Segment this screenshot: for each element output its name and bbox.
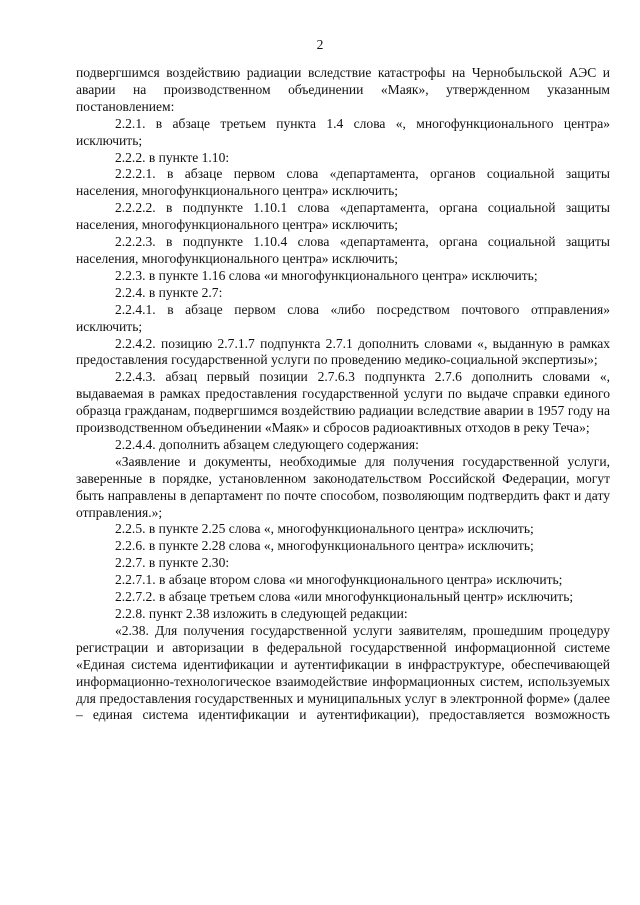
document-body — [76, 65, 610, 724]
paragraph-2-2-4-3: 2.2.4.3. абзац первый позиции 2.7.6.3 подпункта 2.7.6 дополнить словами «, выдаваемая в рамках предоставления государственной услуги по выдаче справки единого образца гражданам, подвергшимся воздействию радиации вследствие аварии в 1957 году на производственном объединении «Маяк» и сбросов радиоактивных отходов в реку Теча»; — [76, 369, 610, 436]
paragraph-2-2-2-3: 2.2.2.3. в подпункте 1.10.4 слова «департамента, органа социальной защиты населения, многофункционального центра» исключить; — [76, 234, 610, 266]
paragraph-2-2-7-2: 2.2.7.2. в абзаце третьем слова «или многофункциональный центр» исключить; — [115, 589, 574, 605]
paragraph-2-2-8: 2.2.8. пункт 2.38 изложить в следующей редакции: — [115, 606, 408, 621]
paragraph-2-2-4-1: 2.2.4.1. в абзаце первом слова «либо посредством почтового отправления» исключить; — [76, 301, 610, 334]
paragraph-2-2-4: 2.2.4. в пункте 2.7: — [115, 284, 223, 300]
paragraph-2-2-7-1: 2.2.7.1. в абзаце втором слова «и многофункционального центра» исключить; — [115, 572, 563, 588]
paragraph-2-2-4-4: 2.2.4.4. дополнить абзацем следующего содержания: — [115, 436, 419, 452]
paragraph-2-2-2: 2.2.2. в пункте 1.10: — [115, 149, 230, 165]
paragraph-2-2-3: 2.2.3. в пункте 1.16 слова «и многофункционального центра» исключить; — [115, 267, 538, 283]
paragraph-2-38-quoted: «2.38. Для получения государственной услуги заявителям, прошедшим процедуру регистрации и авторизации в федеральной государственной информационной системе «Единая система идентификации и аутентификации в инфраструктуре, обеспечивающей информационно-технологическое взаимодействие информационных систем, используемых для предоставления государственных и муниципальных услуг в электронной форме» (далее – единая система идентификации и аутентификации), предоставляется возможность — [76, 622, 610, 723]
page-number: 2 — [316, 37, 324, 52]
paragraph-quoted-addition: «Заявление и документы, необходимые для получения государственной услуги, заверенные в порядке, установленном законодательством Российской Федерации, могут быть направлены в департамент по почте способом, позволяющим подтвердить факт и дату отправления.»; — [76, 453, 610, 520]
paragraph-2-2-6: 2.2.6. в пункте 2.28 слова «, многофункционального центра» исключить; — [115, 538, 534, 554]
paragraph-2-2-5: 2.2.5. в пункте 2.25 слова «, многофункционального центра» исключить; — [115, 521, 534, 537]
paragraph-2-2-2-1: 2.2.2.1. в абзаце первом слова «департамента, органов социальной защиты населения, многофункционального центра» исключить; — [76, 166, 610, 199]
paragraph-2-2-4-2: 2.2.4.2. позицию 2.7.1.7 подпункта 2.7.1 дополнить словами «, выданную в рамках предоставления государственной услуги по проведению медико-социальной экспертизы»; — [76, 335, 610, 368]
paragraph-2-2-2-2: 2.2.2.2. в подпункте 1.10.1 слова «департамента, органа социальной защиты населения, многофункционального центра» исключить; — [76, 200, 610, 233]
paragraph-continuation: подвергшимся воздействию радиации вследствие катастрофы на Чернобыльской АЭС и аварии на производственном объединении «Маяк», утвержденном указанным постановлением: — [76, 65, 610, 114]
paragraph-2-2-7: 2.2.7. в пункте 2.30: — [115, 555, 230, 571]
paragraph-2-2-1: 2.2.1. в абзаце третьем пункта 1.4 слова «, многофункционального центра» исключить; — [76, 115, 610, 148]
